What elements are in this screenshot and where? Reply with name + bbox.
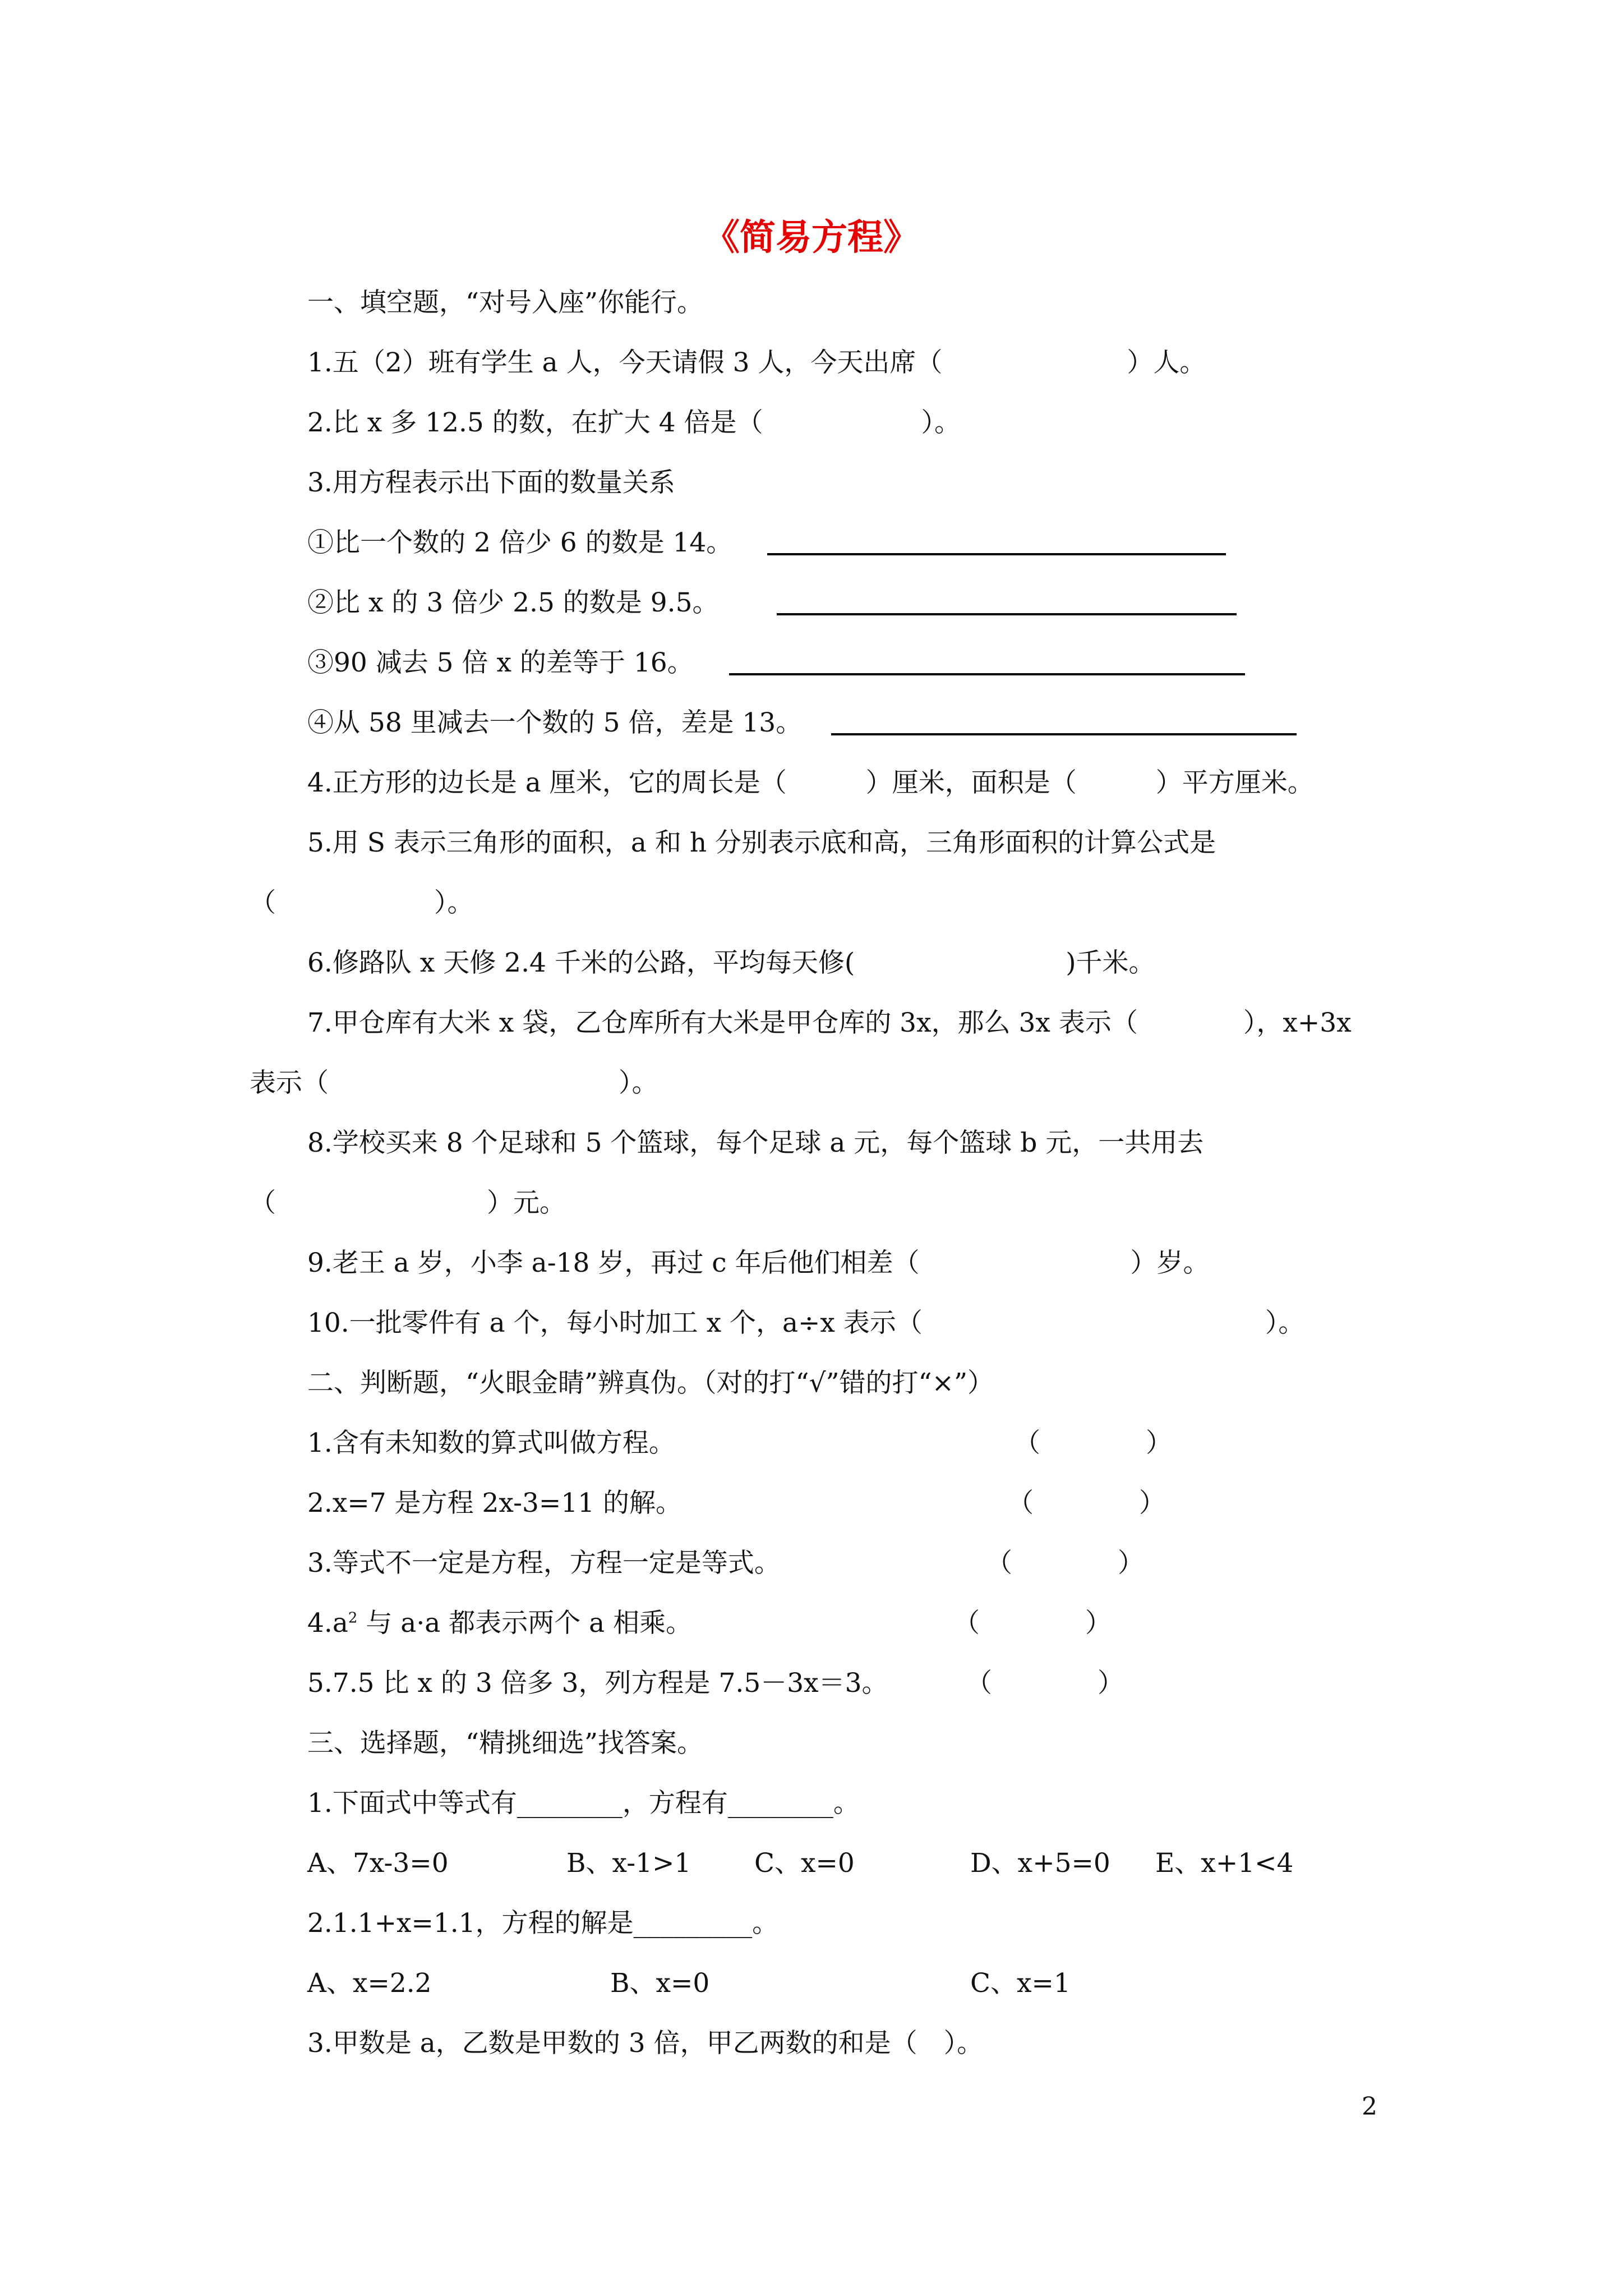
choice-1-option-c: C、x=0: [754, 1848, 855, 1879]
judge-1: 1.含有未知数的算式叫做方程。: [307, 1428, 675, 1458]
q7-line2: 表示（ ）。: [250, 1068, 658, 1098]
q5-line2: （ ）。: [250, 887, 474, 918]
choice-1-option-b: B、x-1>1: [566, 1848, 691, 1879]
q1: 1.五（2）班有学生 a 人，今天请假 3 人，今天出席（ ）人。: [307, 347, 1206, 378]
judge-4: [307, 1607, 692, 1640]
section1-heading: 一、填空题，“对号入座”你能行。: [307, 287, 704, 318]
page-number: 2: [1362, 2092, 1377, 2121]
q4: 4.正方形的边长是 a 厘米，它的周长是（ ）厘米，面积是（ ）平方厘米。: [307, 767, 1314, 798]
choice-1-option-d: D、x+5=0: [970, 1848, 1110, 1879]
judge-2-paren: （ ）: [1007, 1488, 1165, 1519]
judge-1-paren: （ ）: [1014, 1428, 1172, 1458]
q3-4: ④从 58 里减去一个数的 5 倍，差是 13。: [307, 707, 803, 738]
judge-4-text-b: 与 a·a 都表示两个 a 相乘。: [357, 1608, 693, 1639]
judge-4-paren: （ ）: [953, 1608, 1112, 1639]
q3-2: ②比 x 的 3 倍少 2.5 的数是 9.5。: [307, 587, 719, 618]
answer-line-3: [729, 673, 1245, 675]
q8-line1: 8.学校买来 8 个足球和 5 个篮球，每个足球 a 元，每个篮球 b 元，一共用去: [307, 1128, 1204, 1158]
judge-3: 3.等式不一定是方程，方程一定是等式。: [307, 1548, 781, 1579]
judge-2: 2.x=7 是方程 2x-3=11 的解。: [307, 1488, 683, 1519]
q10: 10.一批零件有 a 个，每小时加工 x 个，a÷x 表示（ ）。: [307, 1308, 1305, 1338]
q8-line2: （ ）元。: [250, 1188, 566, 1218]
choice-1: 1.下面式中等式有________，方程有________。: [307, 1788, 860, 1819]
judge-4-superscript: 2: [348, 1609, 358, 1627]
judge-4-text-a: 4.a: [307, 1608, 348, 1639]
choice-3: 3.甲数是 a，乙数是甲数的 3 倍，甲乙两数的和是（ ）。: [307, 2028, 984, 2059]
choice-2-option-a: A、x=2.2: [307, 1968, 432, 1999]
section3-heading: 三、选择题，“精挑细选”找答案。: [307, 1728, 704, 1759]
judge-5: 5.7.5 比 x 的 3 倍多 3，列方程是 7.5－3x＝3。: [307, 1668, 888, 1699]
answer-line-2: [777, 613, 1237, 615]
answer-line-1: [767, 553, 1226, 555]
choice-2: 2.1.1+x=1.1，方程的解是_________。: [307, 1908, 779, 1939]
q7-line1: 7.甲仓库有大米 x 袋，乙仓库所有大米是甲仓库的 3x，那么 3x 表示（ ），x+3x: [307, 1007, 1352, 1038]
choice-1-option-a: A、7x-3=0: [307, 1848, 449, 1879]
choice-2-option-b: B、x=0: [610, 1968, 710, 1999]
q9: 9.老王 a 岁，小李 a-18 岁，再过 c 年后他们相差（ ）岁。: [307, 1248, 1210, 1278]
q5-line1: 5.用 S 表示三角形的面积，a 和 h 分别表示底和高，三角形面积的计算公式是: [307, 827, 1216, 858]
judge-3-paren: （ ）: [986, 1548, 1144, 1579]
judge-5-paren: （ ）: [966, 1668, 1124, 1699]
page-title: 《简易方程》: [704, 217, 919, 259]
answer-line-4: [831, 733, 1297, 735]
q2: 2.比 x 多 12.5 的数，在扩大 4 倍是（ ）。: [307, 407, 961, 438]
choice-2-option-c: C、x=1: [970, 1968, 1071, 1999]
q3: 3.用方程表示出下面的数量关系: [307, 467, 675, 498]
q3-1: ①比一个数的 2 倍少 6 的数是 14。: [307, 527, 733, 558]
q3-3: ③90 减去 5 倍 x 的差等于 16。: [307, 647, 694, 678]
section2-heading: 二、判断题，“火眼金睛”辨真伪。（对的打“√”错的打“×”）: [307, 1368, 994, 1398]
q6: 6.修路队 x 天修 2.4 千米的公路，平均每天修( )千米。: [307, 947, 1155, 978]
choice-1-option-e: E、x+1<4: [1155, 1848, 1294, 1879]
